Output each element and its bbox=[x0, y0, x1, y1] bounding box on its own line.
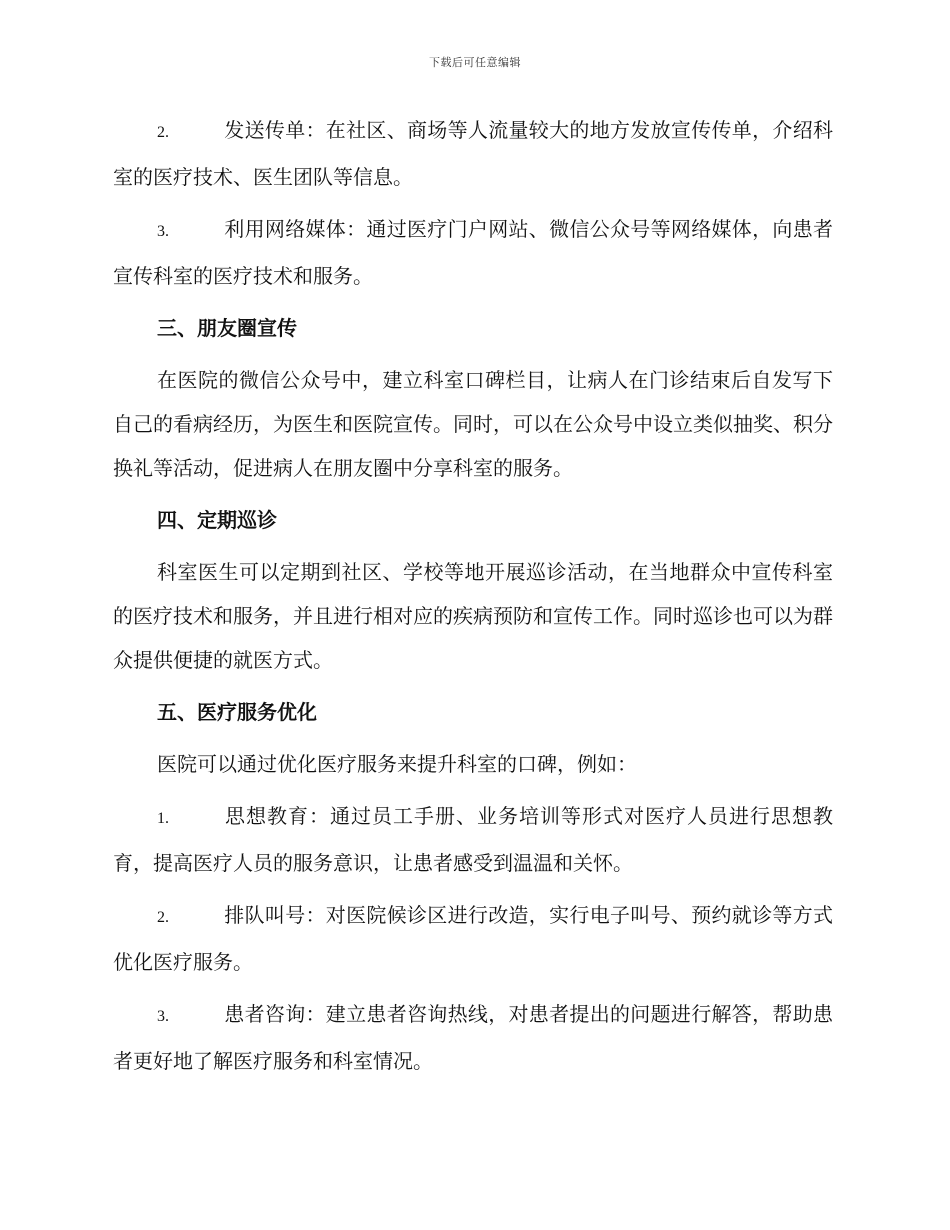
section-heading: 四、定期巡诊 bbox=[157, 508, 277, 532]
list-item-text: 排队叫号：对医院候诊区进行改造，实行电子叫号、预约就诊等方式优化医疗服务。 bbox=[113, 903, 833, 974]
paragraph: 在医院的微信公众号中，建立科室口碑栏目，让病人在门诊结束后自发写下自己的看病经历，为医生和医院宣传。同时，可以在公众号中设立类似抽奖、积分换礼等活动，促进病人在朋友圈中分享科室的服务。 bbox=[113, 368, 833, 480]
list-item bbox=[113, 794, 833, 885]
list-number: 3. bbox=[157, 1008, 169, 1025]
list-number: 3. bbox=[157, 223, 169, 240]
list-item bbox=[113, 108, 833, 199]
section-heading: 五、医疗服务优化 bbox=[157, 700, 317, 724]
list-number: 2. bbox=[157, 124, 169, 141]
document-body bbox=[113, 108, 833, 1091]
list-item-text: 利用网络媒体：通过医疗门户网站、微信公众号等网络媒体，向患者宣传科室的医疗技术和服务。 bbox=[113, 217, 833, 288]
paragraph: 医院可以通过优化医疗服务来提升科室的口碑，例如： bbox=[157, 752, 637, 776]
list-item bbox=[113, 893, 833, 984]
page-header: 下载后可任意编辑 bbox=[429, 56, 521, 69]
list-item-text: 思想教育：通过员工手册、业务培训等形式对医疗人员进行思想教育，提高医疗人员的服务意识，让患者感受到温温和关怀。 bbox=[113, 804, 833, 875]
list-number: 1. bbox=[157, 810, 169, 827]
list-item bbox=[113, 207, 833, 298]
list-number: 2. bbox=[157, 909, 169, 926]
list-item bbox=[113, 992, 833, 1083]
list-item-text: 患者咨询：建立患者咨询热线，对患者提出的问题进行解答，帮助患者更好地了解医疗服务和科室情况。 bbox=[113, 1002, 833, 1073]
list-item-text: 发送传单：在社区、商场等人流量较大的地方发放宣传传单，介绍科室的医疗技术、医生团队等信息。 bbox=[113, 118, 833, 189]
paragraph: 科室医生可以定期到社区、学校等地开展巡诊活动，在当地群众中宣传科室的医疗技术和服务，并且进行相对应的疾病预防和宣传工作。同时巡诊也可以为群众提供便捷的就医方式。 bbox=[113, 560, 833, 672]
section-heading: 三、朋友圈宣传 bbox=[157, 316, 297, 340]
